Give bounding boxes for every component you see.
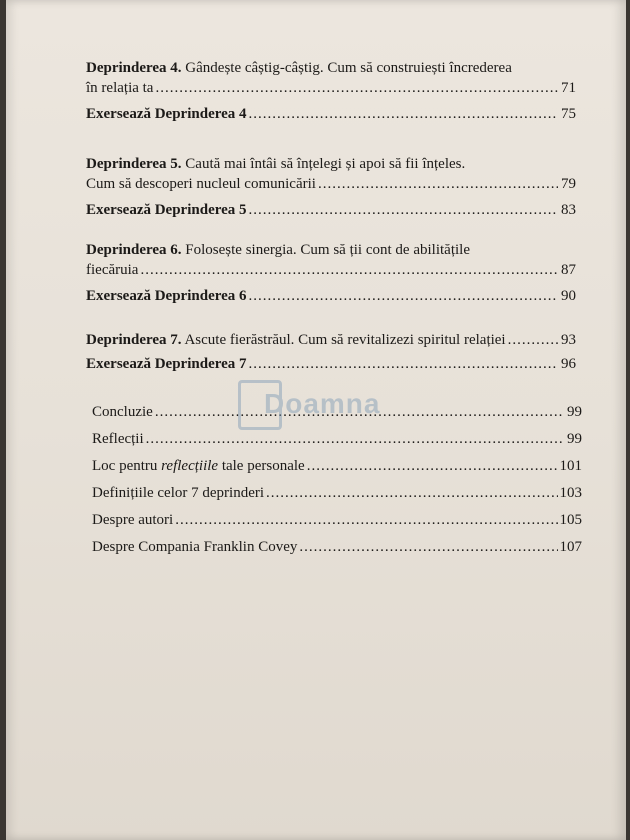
toc-entry-title [86,240,576,260]
toc-line [86,330,576,350]
habit-title: Caută mai întâi să înțelegi și apoi să fii înțeles. [181,156,466,172]
toc-entry-habit-6 [86,240,576,306]
dot-leader [249,354,558,374]
dot-leader [249,286,558,306]
page-number: 99 [567,404,582,420]
toc-exercise-line [86,104,576,124]
toc-exercise-line [86,354,576,374]
toc-appendix-item [86,483,582,503]
habit-title: Folosește sinergia. Cum să ții cont de abilitățile [181,242,470,258]
appendix-title: Despre autori [92,512,174,528]
page-number: 75 [561,106,576,122]
toc-appendix-item [86,456,582,476]
habit-number: Deprinderea 6. [86,242,182,258]
habit-title: Ascute fierăstrăul. Cum să revitalizezi spiritul relației [181,332,506,348]
page-number: 79 [561,176,576,192]
exercise-title: Exersează Deprinderea 6 [86,288,247,304]
appendix-title: Concluzie [92,404,153,420]
dot-leader [249,200,558,220]
dot-leader [155,402,564,422]
toc-appendix-item [86,537,582,557]
dot-leader [155,78,558,98]
page-number: 71 [561,80,576,96]
dot-leader [266,483,557,503]
habit-title: Gândește câștig-câștig. Cum să construiești încrederea [181,60,512,76]
page-number: 93 [561,332,576,348]
habit-number: Deprinderea 5. [86,156,182,172]
page-number: 90 [561,288,576,304]
page-number: 96 [561,356,576,372]
toc-entry-title [86,58,576,78]
dot-leader [299,537,557,557]
appendix-title-italic: reflecțiile [161,458,219,474]
dot-leader [175,510,557,530]
page-number: 83 [561,202,576,218]
toc-line [86,78,576,98]
dot-leader [508,330,558,350]
dot-leader [307,456,558,476]
page-number: 99 [567,431,582,447]
dot-leader [318,174,558,194]
page-number: 87 [561,262,576,278]
habit-subtitle: fiecăruia [86,262,139,278]
appendix-title: Despre Compania Franklin Covey [92,539,298,555]
appendix-title-part: tale personale [218,458,305,474]
page-number: 101 [559,458,582,474]
appendix-title: Definițiile celor 7 deprinderi [92,485,265,501]
page-number: 103 [559,485,582,501]
page-number: 107 [559,539,582,555]
toc-appendix-item [86,402,582,422]
appendix-title-part: Loc pentru [92,458,162,474]
page-number: 105 [559,512,582,528]
toc-entry-habit-4 [86,58,576,124]
toc-exercise-line [86,200,576,220]
toc-entry-habit-7 [86,330,576,374]
exercise-title: Exersează Deprinderea 5 [86,202,247,218]
toc-entry-title [86,154,576,174]
exercise-title: Exersează Deprinderea 4 [86,106,247,122]
habit-number: Deprinderea 4. [86,60,182,76]
toc-appendix-list [86,402,582,557]
dot-leader [249,104,558,124]
appendix-title: Reflecții [92,431,144,447]
toc-appendix-item [86,510,582,530]
toc-entry-habit-5 [86,154,576,220]
toc-line [86,260,576,280]
toc-line [86,174,576,194]
toc-appendix-item [86,429,582,449]
watermark-text: Doamna [264,388,381,419]
dot-leader [146,429,564,449]
habit-number: Deprinderea 7. [86,332,182,348]
toc-exercise-line [86,286,576,306]
book-page [6,0,626,840]
exercise-title: Exersează Deprinderea 7 [86,356,247,372]
dot-leader [140,260,558,280]
habit-subtitle: în relația ta [86,80,154,96]
habit-subtitle: Cum să descoperi nucleul comunicării [86,176,316,192]
